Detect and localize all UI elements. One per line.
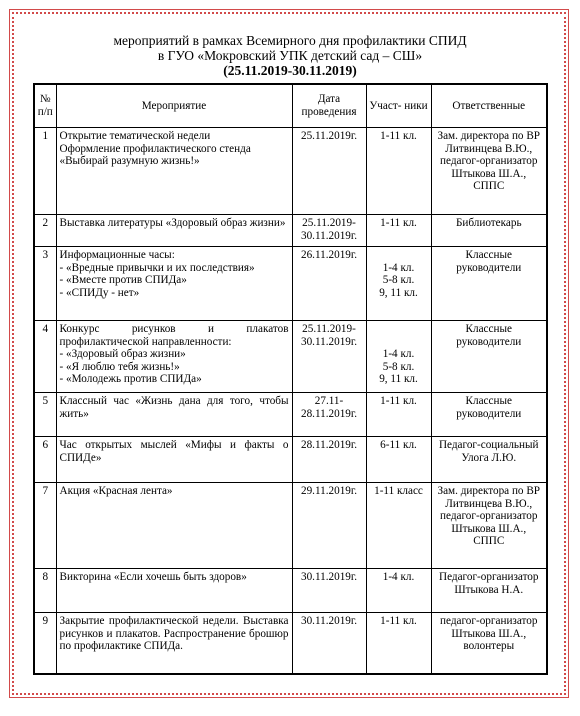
date-text: 30.11.2019г. [300,571,358,583]
spacer [370,336,428,349]
table-row [34,483,547,569]
cell-event [56,569,292,613]
title-line-2: в ГУО «Мокровский УПК детский сад – СШ» [157,48,423,63]
cell-event [56,483,292,569]
cell-responsible [431,247,547,321]
header-date: Дата проведения [292,84,366,128]
event-text: Акция «Красная лента» [59,485,173,497]
cell-responsible [431,569,547,613]
cell-event [56,437,292,483]
cell-participants [366,393,431,437]
cell-event [56,215,292,247]
participants-text: 5-8 кл. [382,360,415,373]
event-text: Викторина «Если хочешь быть здоров» [59,571,247,583]
participants-text: 1-4 кл. [382,261,415,274]
cell-participants [366,321,431,393]
participants-text: 1-11 кл. [380,615,417,627]
cell-num: 1 [34,128,56,215]
cell-event [56,393,292,437]
cell-responsible [431,393,547,437]
cell-event [56,613,292,674]
header-participants: Участ- ники [366,84,431,128]
cell-date [292,321,366,393]
table-row [34,437,547,483]
participants-text: 1-4 кл. [382,348,415,361]
date-text: 25.11.2019г. [300,130,358,142]
event-text: Час открытых мыслей «Мифы и факты о СПИДе» [59,439,289,464]
event-text: - «Вместе против СПИДа» [59,274,187,287]
spacer [370,323,428,336]
event-text: - «Вредные привычки и их последствия» [59,261,255,274]
cell-num: 2 [34,215,56,247]
cell-participants [366,215,431,247]
table-row [34,321,547,393]
participants-text: 9, 11 кл. [379,286,418,299]
cell-num: 5 [34,393,56,437]
table-row [34,569,547,613]
date-text: 30.11.2019г. [300,615,358,627]
event-text: Закрытие профилактической недели. Выставка рисунков и плакатов. Распространение брошюр по профилактике СПИДа. [59,615,289,653]
cell-responsible [431,215,547,247]
cell-participants [366,483,431,569]
cell-responsible [431,128,547,215]
cell-responsible [431,321,547,393]
cell-participants [366,247,431,321]
cell-event [56,247,292,321]
event-text: - «Молодежь против СПИДа» [59,373,202,386]
cell-date [292,393,366,437]
participants-text: 1-11 кл. [380,217,417,229]
participants-text: 1-11 класс [374,485,423,497]
spacer [370,249,428,262]
header-event: Мероприятие [56,84,292,128]
responsible-text: Зам. директора по ВР Литвинцева В.Ю., педагог-организатор Штыкова Ш.А., СППС [437,130,541,193]
date-text: 26.11.2019г. [300,249,358,261]
date-text: 25.11.2019- [302,323,356,335]
cell-num: 7 [34,483,56,569]
header-num: № п/п [34,84,56,128]
cell-participants [366,128,431,215]
title-line-1: мероприятий в рамках Всемирного дня профилактики СПИД [113,33,467,48]
cell-responsible [431,483,547,569]
date-text: 29.11.2019г. [300,485,358,497]
event-text: Конкурс рисунков и плакатов профилактической направленности: [59,323,289,348]
event-text: Открытие тематической недели [59,130,211,142]
date-text: 25.11.2019- [302,217,356,229]
document-title [60,33,520,78]
event-text: «Выбирай разумную жизнь!» [59,155,200,168]
participants-text: 1-4 кл. [382,571,415,583]
event-text: Классный час «Жизнь дана для того, чтобы жить» [59,395,289,420]
responsible-text: Педагог-социальный Улога Л.Ю. [438,439,539,464]
responsible-text: Классные руководители [456,323,522,348]
date-text: 28.11.2019г. [300,439,358,451]
table-body [34,128,547,674]
date-text: 30.11.2019г. [300,335,358,348]
date-text: 27.11- [314,395,344,407]
table-row [34,613,547,674]
table-row [34,215,547,247]
date-text: 30.11.2019г. [300,229,358,242]
cell-num: 8 [34,569,56,613]
cell-date [292,613,366,674]
participants-text: 1-11 кл. [380,395,417,407]
event-text: - «Здоровый образ жизни» [59,348,186,361]
event-text: - «Я люблю тебя жизнь!» [59,360,180,373]
table-row [34,247,547,321]
cell-responsible [431,613,547,674]
table-row [34,128,547,215]
title-dates: (25.11.2019-30.11.2019) [223,63,357,78]
responsible-text: Классные руководители [456,249,522,274]
event-text: - «СПИДу - нет» [59,286,140,299]
cell-participants [366,613,431,674]
event-text: Оформление профилактического стенда [59,142,251,155]
cell-event [56,128,292,215]
event-text: Информационные часы: [59,249,175,261]
date-text: 28.11.2019г. [300,407,358,420]
responsible-text: Зам. директора по ВР Литвинцева В.Ю., педагог-организатор Штыкова Ш.А., СППС [437,485,541,548]
cell-date [292,569,366,613]
header-responsible: Ответственные [431,84,547,128]
cell-participants [366,437,431,483]
participants-text: 5-8 кл. [382,274,415,287]
participants-text: 9, 11 кл. [379,373,418,386]
cell-participants [366,569,431,613]
participants-text: 6-11 кл. [380,439,417,451]
responsible-text: Библиотекарь [455,217,522,229]
cell-num: 4 [34,321,56,393]
cell-date [292,437,366,483]
cell-num: 9 [34,613,56,674]
table-header-row [34,84,547,128]
participants-text: 1-11 кл. [380,130,417,142]
cell-date [292,247,366,321]
cell-date [292,128,366,215]
cell-num: 6 [34,437,56,483]
responsible-text: педагог-организатор Штыкова Ш.А., волонтеры [440,615,538,653]
cell-date [292,483,366,569]
responsible-text: Классные руководители [456,395,522,420]
responsible-text: Педагог-организатор Штыкова Н.А. [438,571,539,596]
cell-event [56,321,292,393]
events-table [33,83,548,675]
table-row [34,393,547,437]
cell-date [292,215,366,247]
cell-responsible [431,437,547,483]
cell-num: 3 [34,247,56,321]
event-text: Выставка литературы «Здоровый образ жизни» [59,217,286,229]
